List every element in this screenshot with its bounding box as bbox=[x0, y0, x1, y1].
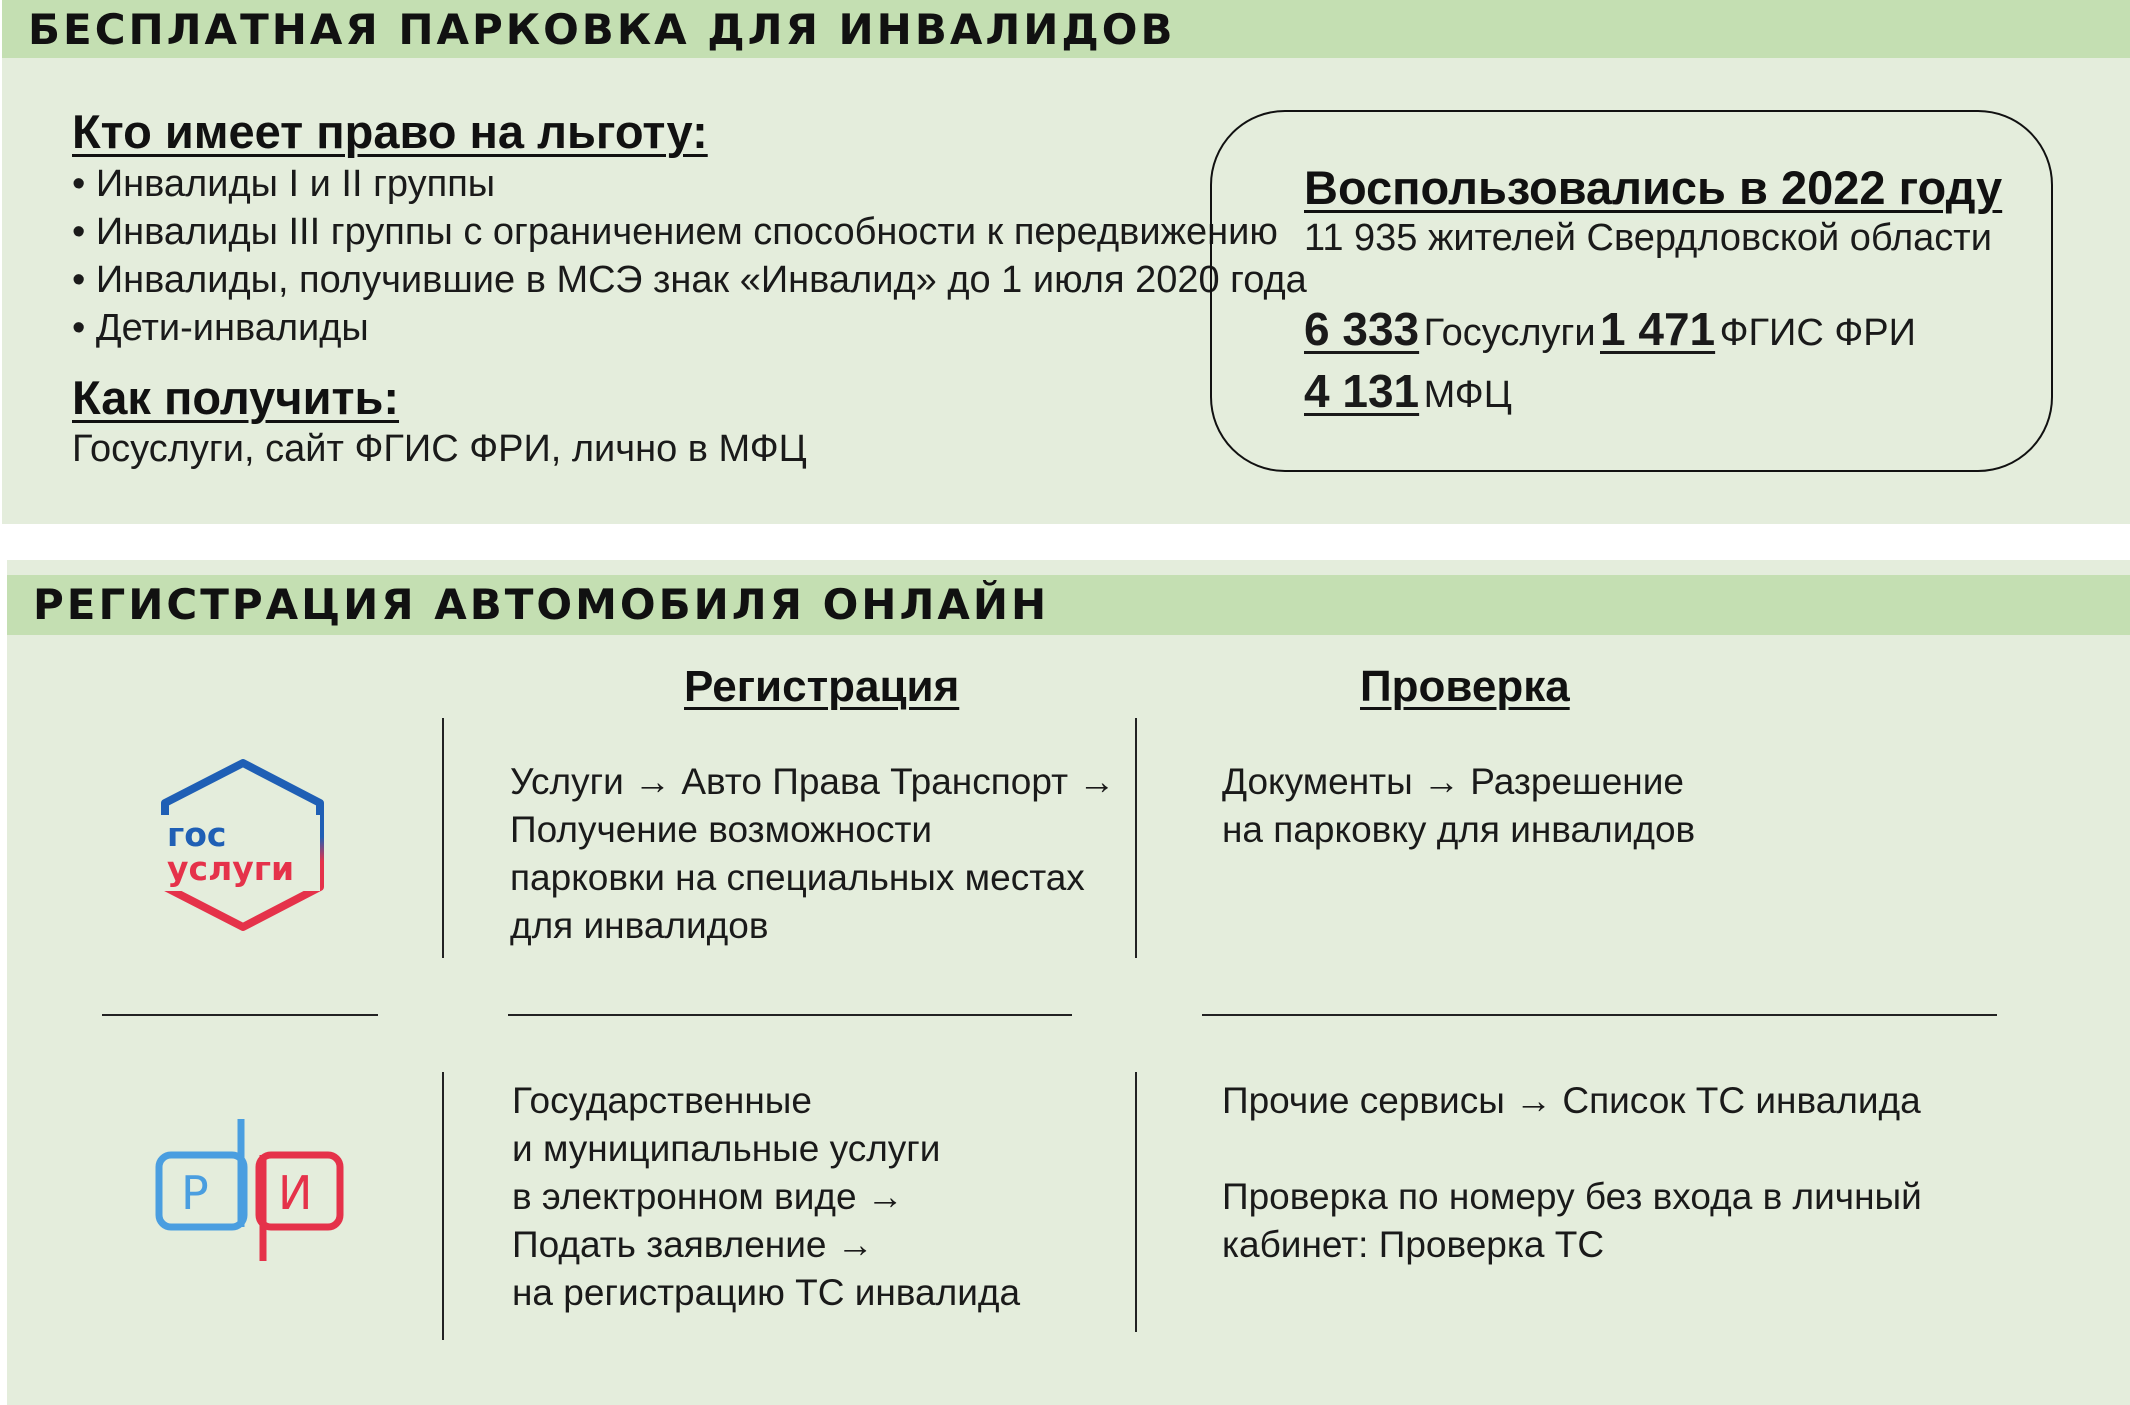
eligibility-heading: Кто имеет право на льготу: bbox=[72, 105, 708, 158]
text-line: на парковку для инвалидов bbox=[1222, 809, 1696, 850]
stat-label: МФЦ bbox=[1423, 374, 1512, 416]
fri-logo-icon bbox=[155, 1115, 345, 1265]
registration-section-title: РЕГИСТРАЦИЯ АВТОМОБИЛЯ ОНЛАЙН bbox=[33, 580, 1050, 629]
column-heading-registration: Регистрация bbox=[684, 662, 960, 711]
row2-divider-right bbox=[1135, 1072, 1137, 1332]
stat-gosuslugi bbox=[1304, 302, 1596, 356]
how-to-get-heading: Как получить: bbox=[72, 371, 400, 424]
gosuslugi-logo-icon bbox=[155, 755, 330, 935]
parking-section-title: БЕСПЛАТНАЯ ПАРКОВКА ДЛЯ ИНВАЛИДОВ bbox=[28, 5, 1176, 54]
text-line: на регистрацию ТС инвалида bbox=[512, 1272, 1021, 1313]
stat-value: 1 471 bbox=[1600, 303, 1716, 355]
how-to-get-text: Госуслуги, сайт ФГИС ФРИ, лично в МФЦ bbox=[72, 428, 807, 470]
text-line: и муниципальные услуги bbox=[512, 1128, 941, 1169]
row1-divider-right bbox=[1135, 718, 1137, 958]
stat-label: Госуслуги bbox=[1423, 312, 1596, 354]
eligibility-item: • Инвалиды I и II группы bbox=[72, 163, 496, 205]
row2-check-text-2 bbox=[1222, 1173, 1922, 1269]
stats-subheading: 11 935 жителей Свердловской области bbox=[1304, 217, 1992, 259]
eligibility-item: • Инвалиды III группы с ограничением способности к передвижению bbox=[72, 211, 1278, 253]
text-line: Документы → Разрешение bbox=[1222, 761, 1684, 802]
text-line: Государственные bbox=[512, 1080, 812, 1121]
row-separator bbox=[102, 1014, 378, 1016]
registration-panel bbox=[7, 560, 2130, 1405]
fri-letter-i: И bbox=[278, 1166, 313, 1220]
text-line: парковки на специальных местах bbox=[510, 857, 1085, 898]
row1-divider-left bbox=[442, 718, 444, 958]
gos-text: гос bbox=[167, 815, 227, 854]
fri-letter-r: Р bbox=[181, 1166, 209, 1220]
row-separator bbox=[1202, 1014, 1997, 1016]
gosuslugi-logo bbox=[155, 755, 330, 935]
row1-registration-text bbox=[510, 758, 1115, 950]
row2-check-text-1: Прочие сервисы → Список ТС инвалида bbox=[1222, 1080, 1921, 1121]
text-line: Получение возможности bbox=[510, 809, 933, 850]
uslugi-text: услуги bbox=[167, 849, 295, 888]
row-separator bbox=[508, 1014, 1072, 1016]
stat-mfc bbox=[1304, 364, 1512, 418]
row2-divider-left bbox=[442, 1072, 444, 1340]
eligibility-item: • Инвалиды, получившие в МСЭ знак «Инвалид» до 1 июля 2020 года bbox=[72, 259, 1307, 301]
eligibility-item: • Дети-инвалиды bbox=[72, 307, 369, 349]
text-line: кабинет: Проверка ТС bbox=[1222, 1224, 1605, 1265]
text-line: в электронном виде → bbox=[512, 1176, 904, 1217]
stat-fgis-fri bbox=[1600, 302, 1916, 356]
column-heading-check: Проверка bbox=[1360, 662, 1570, 711]
fri-logo bbox=[155, 1115, 345, 1265]
row2-registration-text bbox=[512, 1077, 1020, 1317]
text-line: Услуги → Авто Права Транспорт → bbox=[510, 761, 1116, 802]
stats-heading: Воспользовались в 2022 году bbox=[1304, 161, 2003, 214]
stat-value: 4 131 bbox=[1304, 365, 1420, 417]
stat-label: ФГИС ФРИ bbox=[1719, 312, 1916, 354]
text-line: для инвалидов bbox=[510, 905, 769, 946]
row1-check-text bbox=[1222, 758, 1695, 854]
text-line: Подать заявление → bbox=[512, 1224, 874, 1265]
stat-value: 6 333 bbox=[1304, 303, 1420, 355]
text-line: Проверка по номеру без входа в личный bbox=[1222, 1176, 1922, 1217]
